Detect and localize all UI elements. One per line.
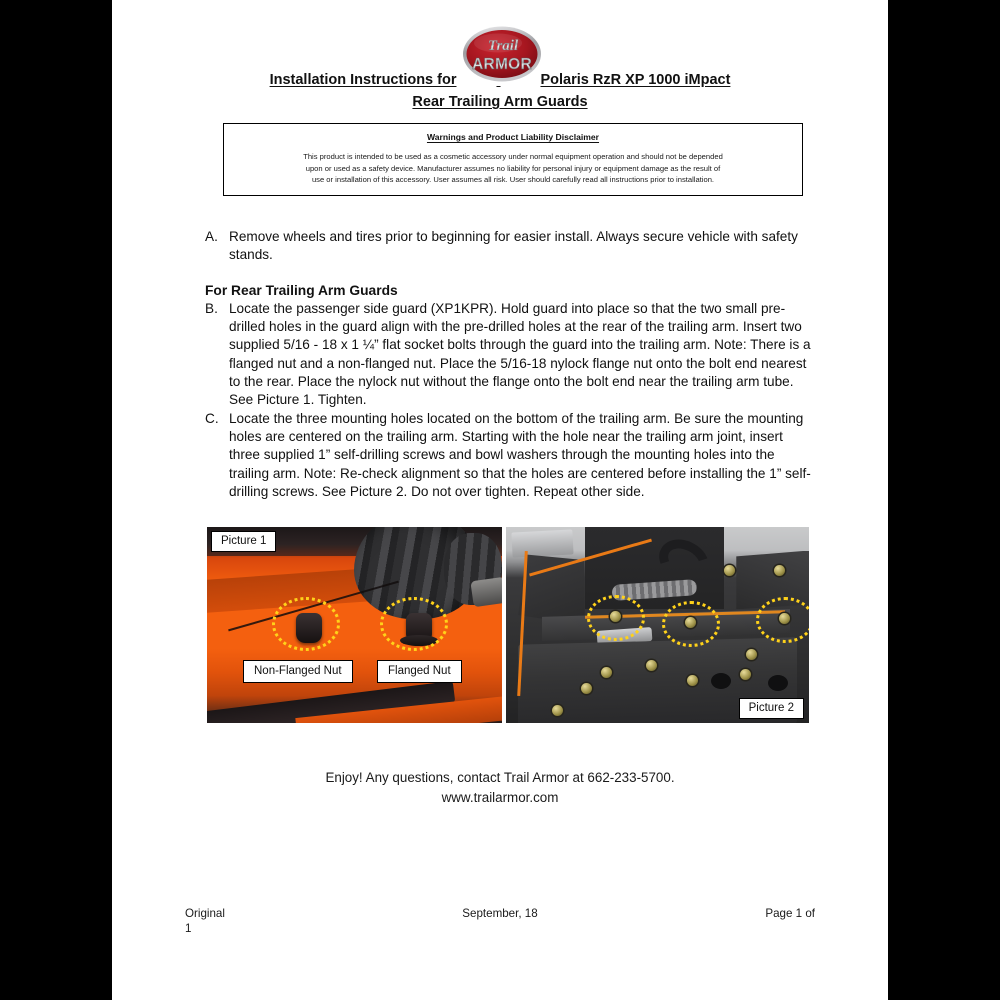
- picture-1-stud: [470, 577, 502, 607]
- contact-block: [112, 768, 888, 808]
- step-b-marker: B.: [205, 300, 218, 316]
- pictures-row: [207, 527, 809, 723]
- title-line-2: [112, 92, 888, 112]
- section-heading-rear-trailing-arm-guards: For Rear Trailing Arm Guards: [205, 282, 398, 298]
- picture-1: [207, 527, 502, 723]
- picture-2-screw-9: [581, 683, 592, 694]
- disclaimer-line-3: use or installation of this accessory. User assumes all risk. User should carefully read all instructions prior to installation.: [311, 175, 715, 185]
- step-a-text: Remove wheels and tires prior to beginning for easier install. Always secure vehicle with safety stands.: [229, 229, 798, 263]
- picture-1-label-flanged-nut: Flanged Nut: [377, 660, 462, 683]
- logo-block-text: ARMOR: [472, 56, 532, 73]
- footer-page-number: Page 1 of: [765, 907, 815, 920]
- picture-2-highlight-circle-1: [587, 595, 645, 641]
- picture-2-silver-bracket: [511, 529, 573, 558]
- step-a-marker: A.: [205, 229, 218, 244]
- step-c-marker: C.: [205, 410, 219, 426]
- footer-revision: Original: [185, 907, 225, 920]
- title-subtitle-text: Rear Trailing Arm Guards: [412, 94, 588, 110]
- picture-2-screw-8: [601, 667, 612, 678]
- trail-armor-logo: [462, 25, 542, 83]
- picture-2-screw-6: [746, 649, 757, 660]
- disclaimer-box: [223, 123, 803, 196]
- contact-line-website: www.trailarmor.com: [441, 790, 559, 805]
- title-left-text: Installation Instructions for: [269, 72, 457, 88]
- footer-page-continued: 1: [185, 922, 192, 935]
- page-footer: [185, 906, 815, 935]
- picture-2-access-hole-1: [711, 673, 731, 689]
- picture-2-screw-7: [646, 660, 657, 671]
- disclaimer-text: [236, 151, 790, 186]
- picture-1-label-non-flanged-nut: Non-Flanged Nut: [243, 660, 353, 683]
- picture-2: [506, 527, 809, 723]
- picture-2-screw-11: [740, 669, 751, 680]
- logo-svg: [462, 25, 542, 83]
- picture-2-screw-12: [552, 705, 563, 716]
- instruction-step-a: [205, 228, 815, 265]
- disclaimer-heading: Warnings and Product Liability Disclaimer: [426, 132, 600, 142]
- instruction-step-c: [205, 410, 815, 501]
- picture-2-screw-4: [724, 565, 735, 576]
- disclaimer-line-1: This product is intended to be used as a cosmetic accessory under normal equipment operation and should not be depended: [303, 152, 723, 161]
- picture-2-caption: Picture 2: [739, 698, 804, 719]
- picture-2-access-hole-2: [768, 675, 788, 691]
- step-c-text: Locate the three mounting holes located on the bottom of the trailing arm. Be sure the mounting holes are centered on the trailing arm. Starting with the hole near the trailing arm joint, insert three supplied 1” self-drilling screws and bowl washers through the mounting holes into the trailing arm. Note: Re-check alignment so that the holes are centered before installing the 1” self-drilling screws. See Picture 2. Do not over tighten. Repeat other side.: [229, 410, 811, 499]
- document-page: [112, 0, 888, 1000]
- instructions-body: [205, 228, 815, 501]
- footer-date: September, 18: [462, 907, 538, 920]
- contact-line-phone: Enjoy! Any questions, contact Trail Armor at 662-233-5700.: [325, 770, 675, 785]
- step-b-text: Locate the passenger side guard (XP1KPR). Hold guard into place so that the two small pre-drilled holes in the guard align with the pre-drilled holes at the rear of the trailing arm. Insert two supplied 5/16 - 18 x 1 ¼” flat socket bolts through the guard into the trailing arm. Note: There is a flanged nut and a non-flanged nut. Place the 5/16-18 nylock flange nut onto the bolt end nearest to the rear. Place the nylock nut without the flange onto the bolt end near the trailing arm tube. See Picture 1. Tighten.: [229, 300, 811, 408]
- picture-2-highlight-circle-3: [756, 597, 809, 643]
- page-footer-row: [185, 906, 815, 921]
- picture-2-left-guard-panel: [518, 554, 585, 625]
- instruction-step-b: [205, 300, 815, 410]
- picture-1-highlight-circle-right: [380, 597, 448, 651]
- picture-2-screw-10: [687, 675, 698, 686]
- picture-2-screw-5: [774, 565, 785, 576]
- picture-1-highlight-circle-left: [272, 597, 340, 651]
- title-right-text: Polaris RzR XP 1000 iMpact: [540, 72, 731, 88]
- picture-2-highlight-circle-2: [662, 601, 720, 647]
- picture-1-caption: Picture 1: [211, 531, 276, 552]
- logo-script-text: Trail: [487, 38, 519, 54]
- disclaimer-line-2: upon or used as a safety device. Manufacturer assumes no liability for personal injury or equipment damage as the result of: [305, 163, 721, 173]
